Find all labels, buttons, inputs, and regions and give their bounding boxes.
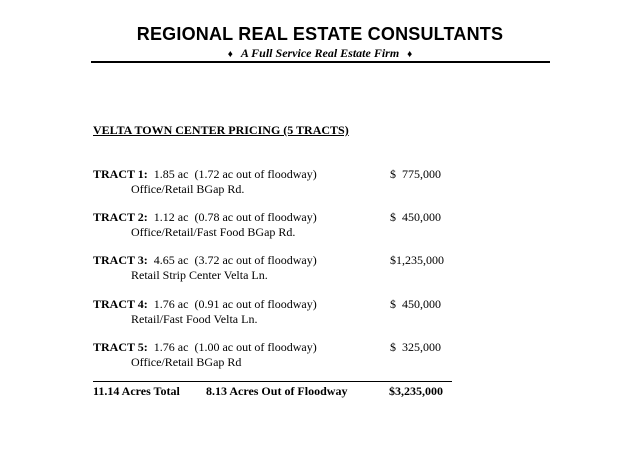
tract-1-use: Office/Retail BGap Rd. <box>131 182 245 196</box>
tract-2-label: TRACT 2: <box>93 210 148 224</box>
tract-5-label: TRACT 5: <box>93 340 148 354</box>
diamond-icon-right: ♦ <box>407 49 413 60</box>
company-tagline <box>0 46 640 61</box>
tract-3-label: TRACT 3: <box>93 253 148 267</box>
tract-5-price: $ 325,000 <box>390 340 441 354</box>
tract-3-use: Retail Strip Center Velta Ln. <box>131 268 268 282</box>
tract-2-use: Office/Retail/Fast Food BGap Rd. <box>131 225 296 239</box>
total-acres: 11.14 Acres Total <box>93 384 180 398</box>
tract-3-acreage: 4.65 ac (3.72 ac out of floodway) <box>153 253 317 267</box>
tract-3-price: $1,235,000 <box>390 253 444 267</box>
tract-5-use: Office/Retail BGap Rd <box>131 355 242 369</box>
diamond-icon-left: ♦ <box>227 49 233 60</box>
total-floodway: 8.13 Acres Out of Floodway <box>206 384 348 398</box>
tract-4-label: TRACT 4: <box>93 297 148 311</box>
tract-1-acreage: 1.85 ac (1.72 ac out of floodway) <box>153 167 317 181</box>
tract-1-label: TRACT 1: <box>93 167 148 181</box>
tract-2-price: $ 450,000 <box>390 210 441 224</box>
section-title: VELTA TOWN CENTER PRICING (5 TRACTS) <box>93 123 349 137</box>
tract-4-acreage: 1.76 ac (0.91 ac out of floodway) <box>153 297 317 311</box>
tract-2-acreage: 1.12 ac (0.78 ac out of floodway) <box>153 210 317 224</box>
tract-5-acreage: 1.76 ac (1.00 ac out of floodway) <box>153 340 317 354</box>
tagline-text: A Full Service Real Estate Firm <box>240 46 400 60</box>
total-price: $3,235,000 <box>389 384 443 398</box>
tract-1-price: $ 775,000 <box>390 167 441 181</box>
total-divider <box>93 381 452 382</box>
header-divider <box>91 61 550 63</box>
tract-4-price: $ 450,000 <box>390 297 441 311</box>
company-title: REGIONAL REAL ESTATE CONSULTANTS <box>136 24 504 44</box>
tract-4-use: Retail/Fast Food Velta Ln. <box>131 312 258 326</box>
